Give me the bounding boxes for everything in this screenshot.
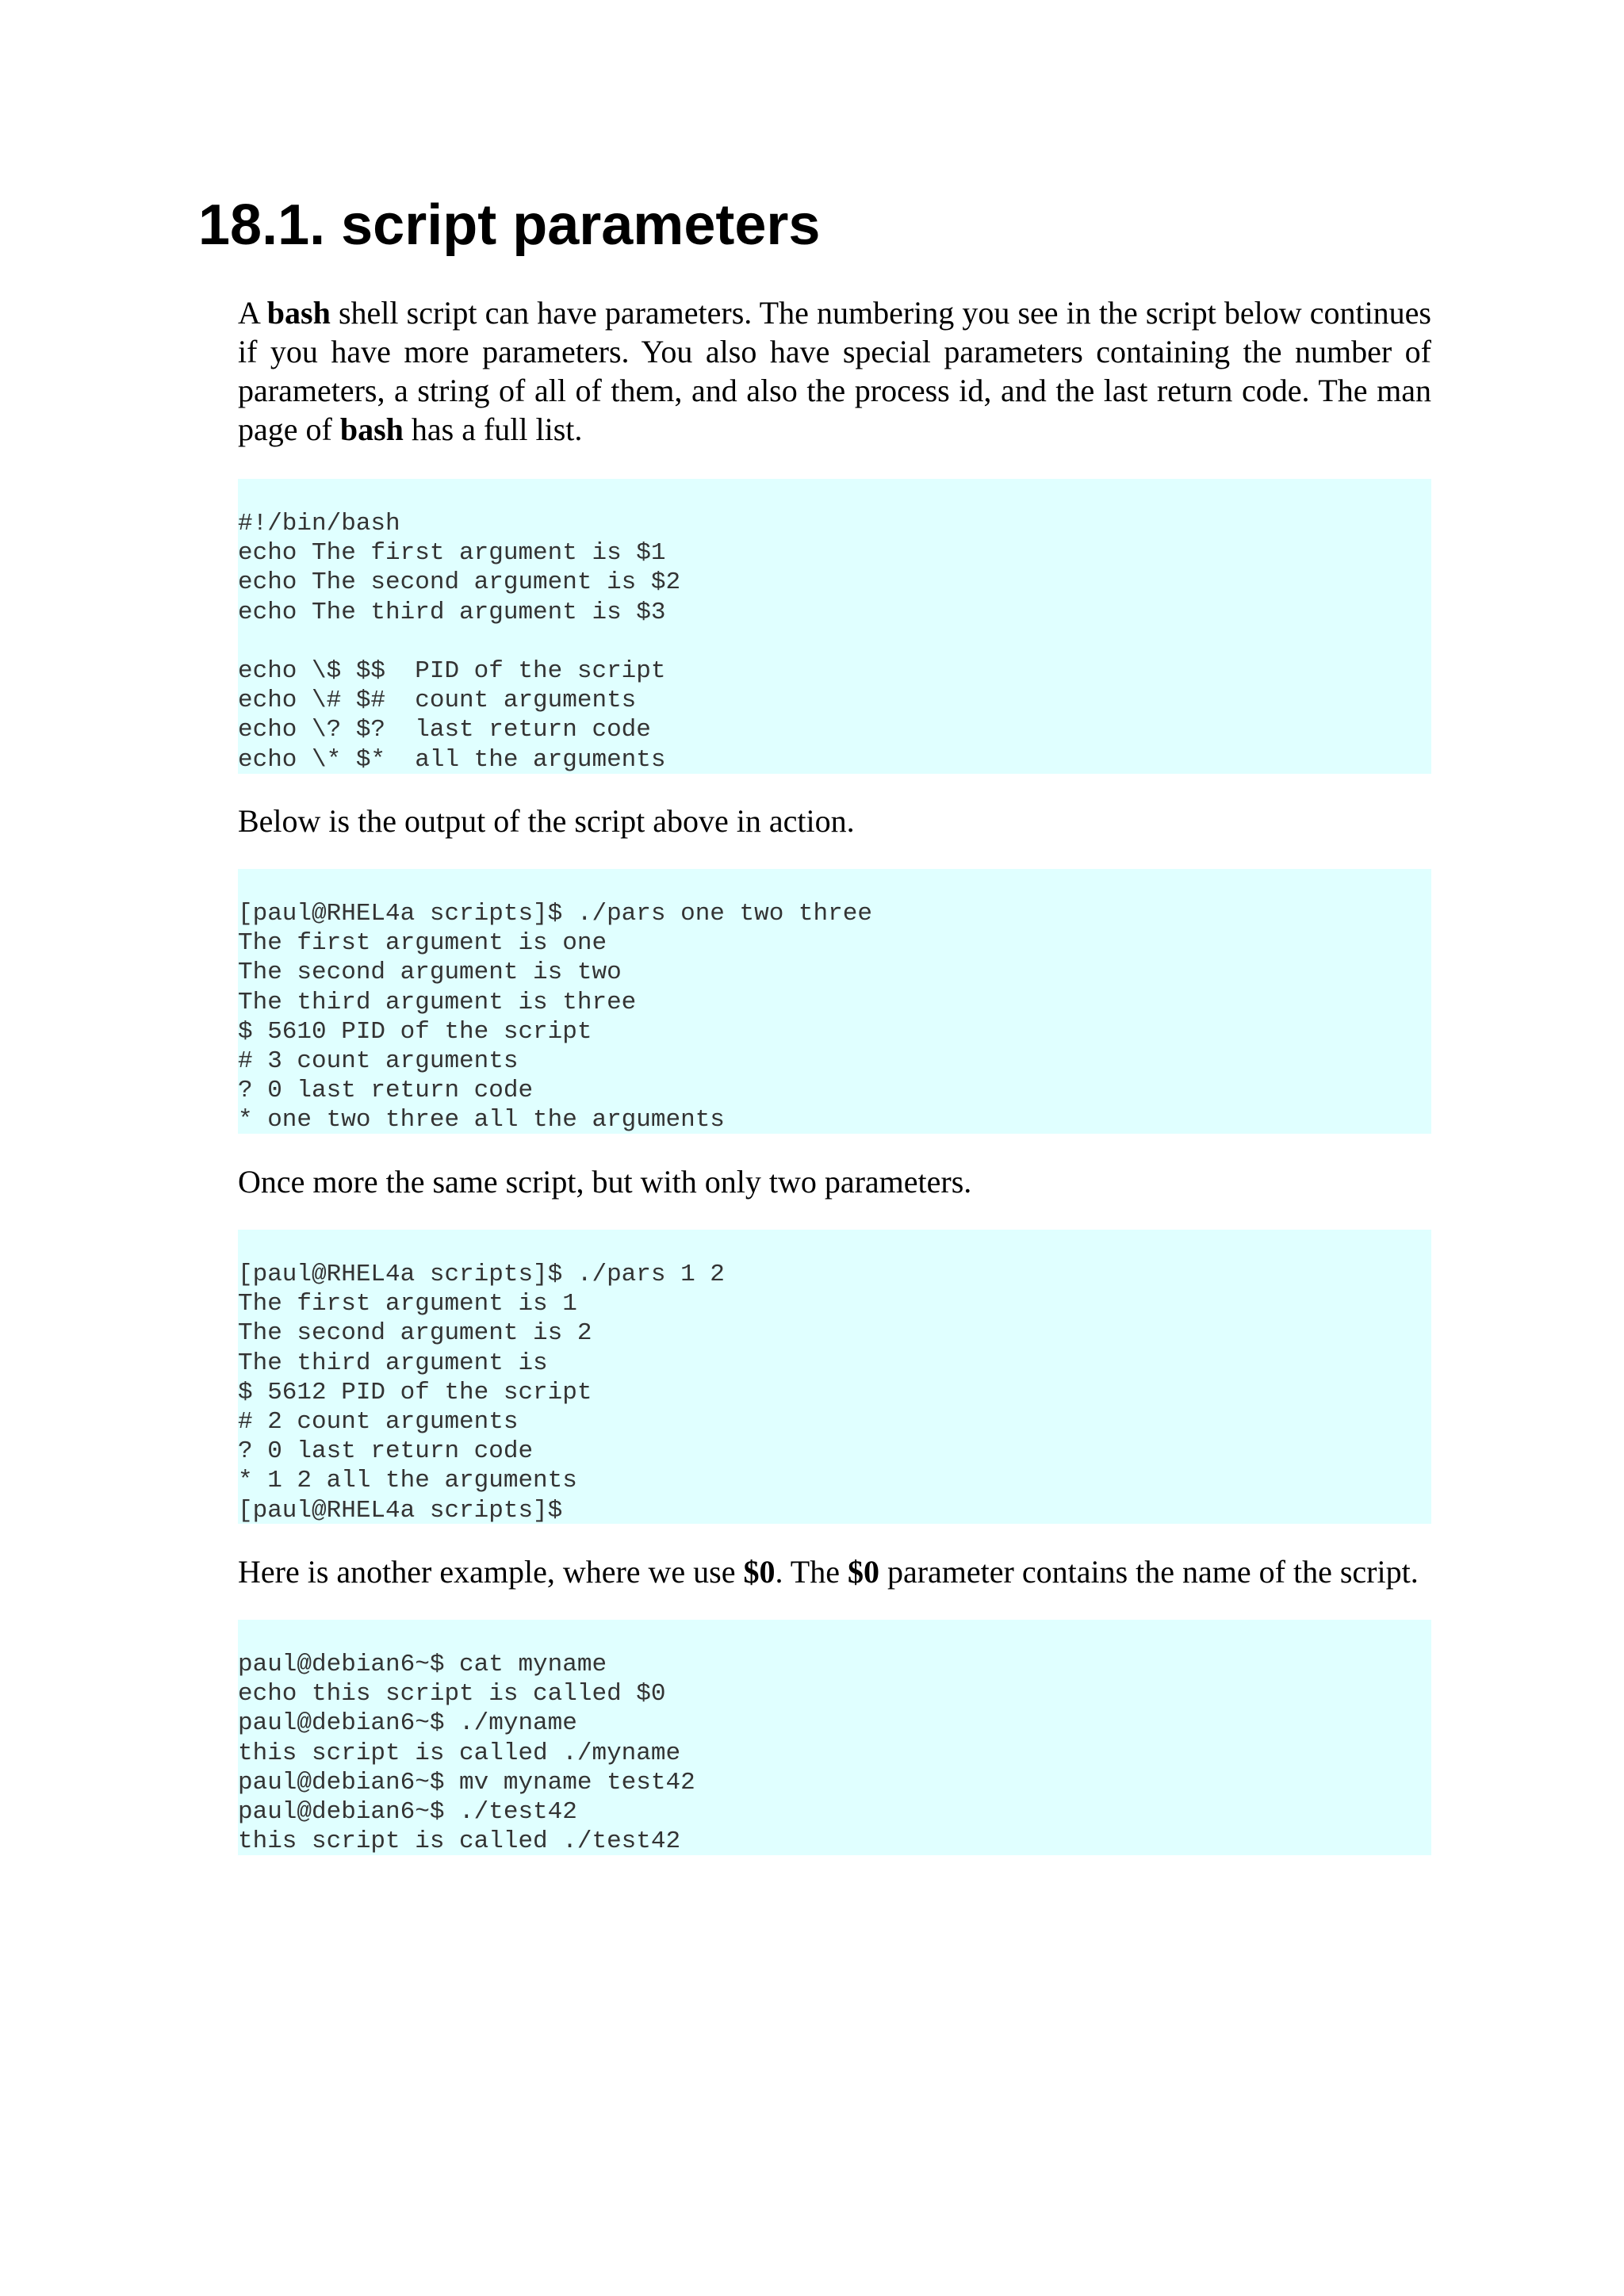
code-block-output-two-args bbox=[238, 1230, 1431, 1524]
code-line: echo \# $# count arguments bbox=[238, 687, 637, 715]
code-line: The first argument is 1 bbox=[238, 1290, 577, 1318]
code-line: echo \? $? last return code bbox=[238, 716, 651, 744]
output-intro-paragraph: Below is the output of the script above in action. bbox=[238, 803, 855, 839]
code-line: echo The second argument is $2 bbox=[238, 568, 681, 597]
dollar-zero-paragraph bbox=[238, 1552, 1431, 1591]
code-line: echo The third argument is $3 bbox=[238, 598, 666, 626]
code-line: echo The first argument is $1 bbox=[238, 539, 666, 568]
code-line: this script is called ./myname bbox=[238, 1739, 681, 1767]
code-line: echo this script is called $0 bbox=[238, 1680, 666, 1709]
code-line: paul@debian6~$ ./test42 bbox=[238, 1798, 577, 1827]
intro-paragraph bbox=[238, 293, 1431, 449]
code-line: paul@debian6~$ cat myname bbox=[238, 1651, 607, 1678]
code-block-output-three-args bbox=[238, 869, 1431, 1134]
dollar-zero-bold-1: $0 bbox=[743, 1554, 776, 1590]
code-line: # 3 count arguments bbox=[238, 1047, 519, 1076]
dollar-zero-text-3: parameter contains the name of the script. bbox=[879, 1554, 1419, 1590]
intro-text-3: has a full list. bbox=[403, 411, 583, 447]
code-line: ? 0 last return code bbox=[238, 1437, 534, 1466]
code-block-myname-example bbox=[238, 1620, 1431, 1855]
code-line: # 2 count arguments bbox=[238, 1408, 519, 1437]
code-line: paul@debian6~$ mv myname test42 bbox=[238, 1768, 695, 1797]
code-line bbox=[238, 627, 1431, 656]
intro-bold-bash-1: bash bbox=[266, 295, 331, 331]
code-line: this script is called ./test42 bbox=[238, 1827, 681, 1855]
code-line: #!/bin/bash bbox=[238, 510, 400, 538]
code-line: [paul@RHEL4a scripts]$ ./pars one two three bbox=[238, 900, 872, 928]
code-line: $ 5610 PID of the script bbox=[238, 1017, 592, 1046]
intro-bold-bash-2: bash bbox=[339, 411, 404, 447]
code-line: The second argument is 2 bbox=[238, 1319, 592, 1348]
code-line: [paul@RHEL4a scripts]$ ./pars 1 2 bbox=[238, 1261, 725, 1288]
code-line: The third argument is three bbox=[238, 988, 637, 1016]
section-title: 18.1. script parameters bbox=[198, 193, 821, 257]
code-block-script bbox=[238, 479, 1431, 774]
two-params-paragraph: Once more the same script, but with only two parameters. bbox=[238, 1164, 972, 1200]
intro-text-1: A bbox=[238, 295, 267, 331]
code-line: $ 5612 PID of the script bbox=[238, 1378, 592, 1406]
code-line: paul@debian6~$ ./myname bbox=[238, 1709, 577, 1738]
code-line: The first argument is one bbox=[238, 929, 607, 958]
code-line: * 1 2 all the arguments bbox=[238, 1467, 577, 1495]
code-line: The third argument is bbox=[238, 1349, 548, 1377]
code-line: * one two three all the arguments bbox=[238, 1106, 725, 1134]
dollar-zero-text-1: Here is another example, where we use bbox=[238, 1554, 744, 1590]
code-line: The second argument is two bbox=[238, 959, 622, 987]
code-line: [paul@RHEL4a scripts]$ bbox=[238, 1496, 563, 1524]
dollar-zero-bold-2: $0 bbox=[847, 1554, 879, 1590]
dollar-zero-text-2: . The bbox=[775, 1554, 848, 1590]
code-line: echo \* $* all the arguments bbox=[238, 745, 666, 774]
intro-text-2: shell script can have parameters. The numbering you see in the script below continues if you have more parameters. You also have special parameters containing the number of parameters, a string of all of them, and also the process id, and the last return code. The man page of bbox=[238, 295, 1431, 447]
code-line: echo \$ $$ PID of the script bbox=[238, 657, 666, 685]
code-line: ? 0 last return code bbox=[238, 1077, 534, 1105]
